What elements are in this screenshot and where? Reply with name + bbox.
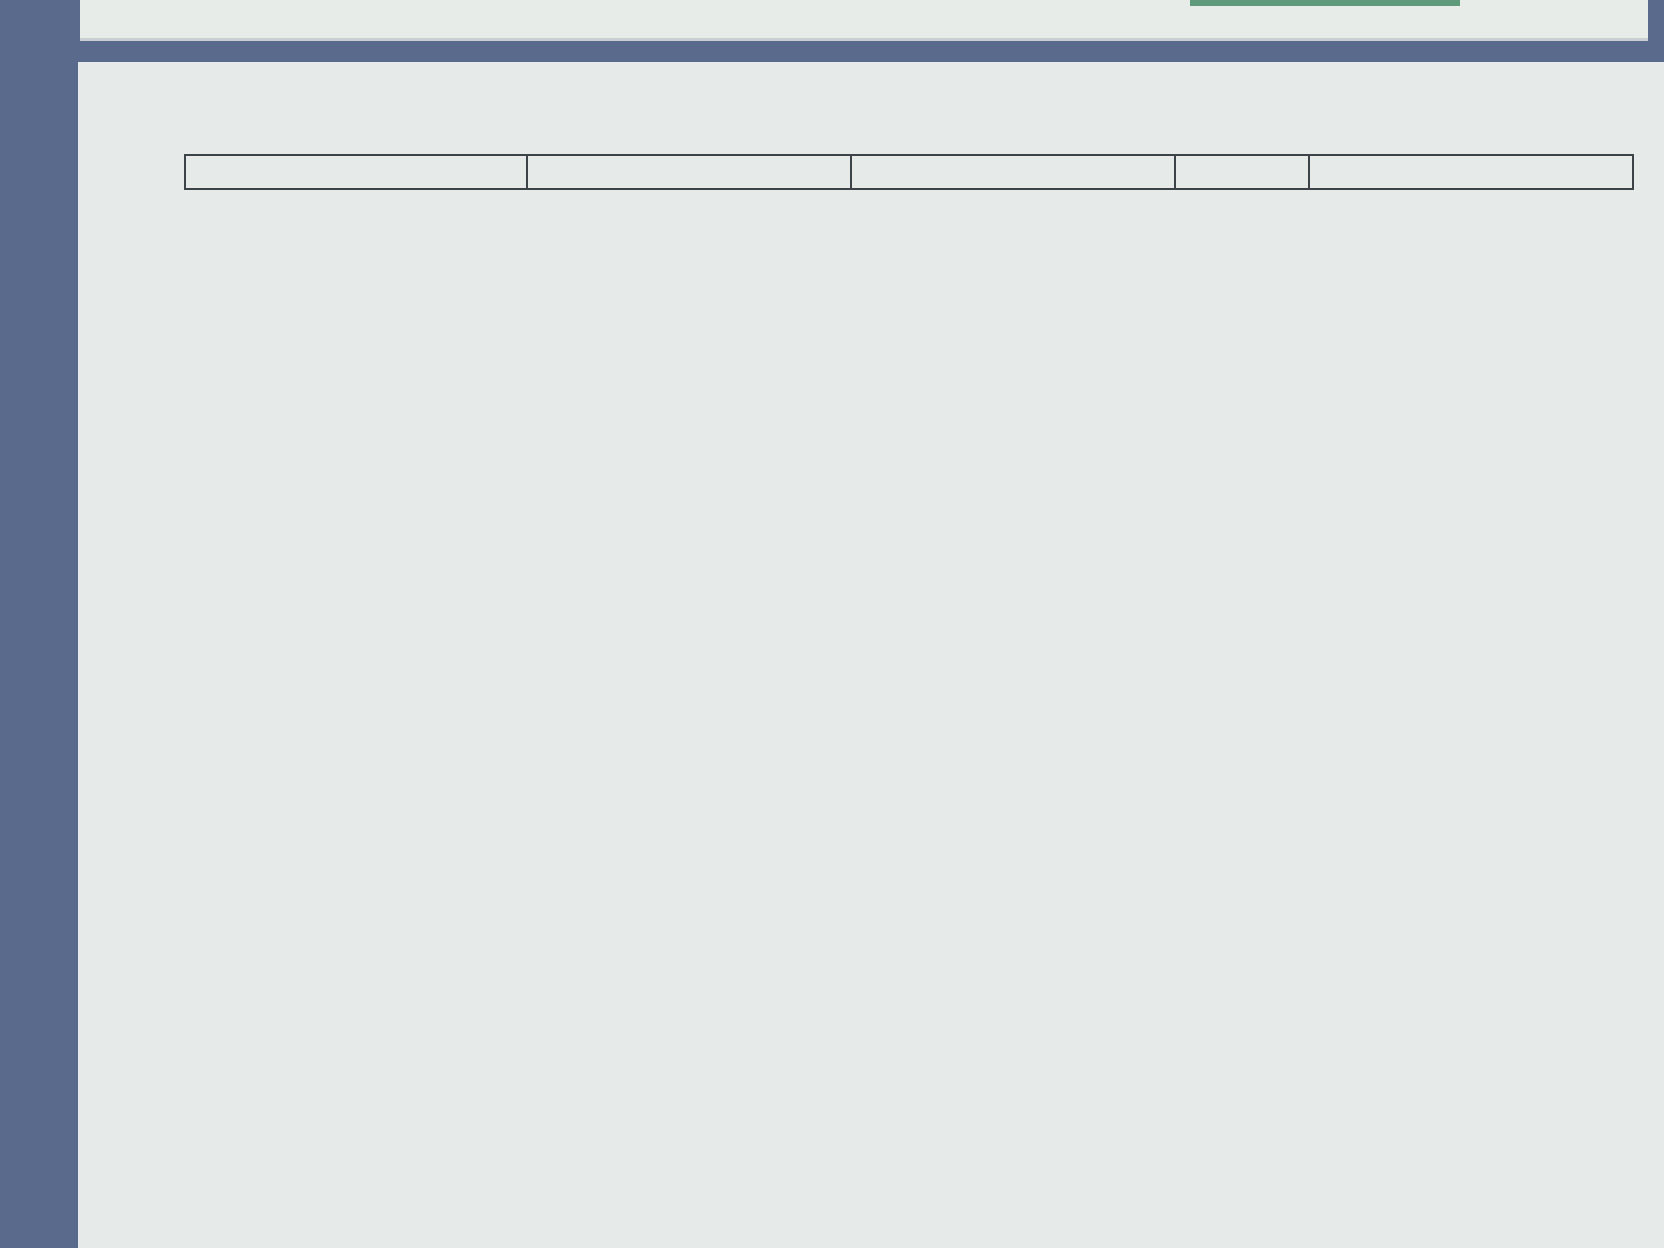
header-plon-glowny-i-uboczny [1309, 155, 1633, 189]
nutrient-table [184, 154, 1634, 189]
header-plon-glowny [527, 155, 851, 189]
thumbnail-image [1190, 0, 1460, 6]
previous-slide-edge [80, 0, 1648, 41]
header-roslina [185, 155, 527, 189]
header-plon-uboczny [851, 155, 1175, 189]
slide [78, 62, 1664, 1248]
header-stosunek [1175, 155, 1309, 189]
header-row-groups [185, 155, 1633, 189]
